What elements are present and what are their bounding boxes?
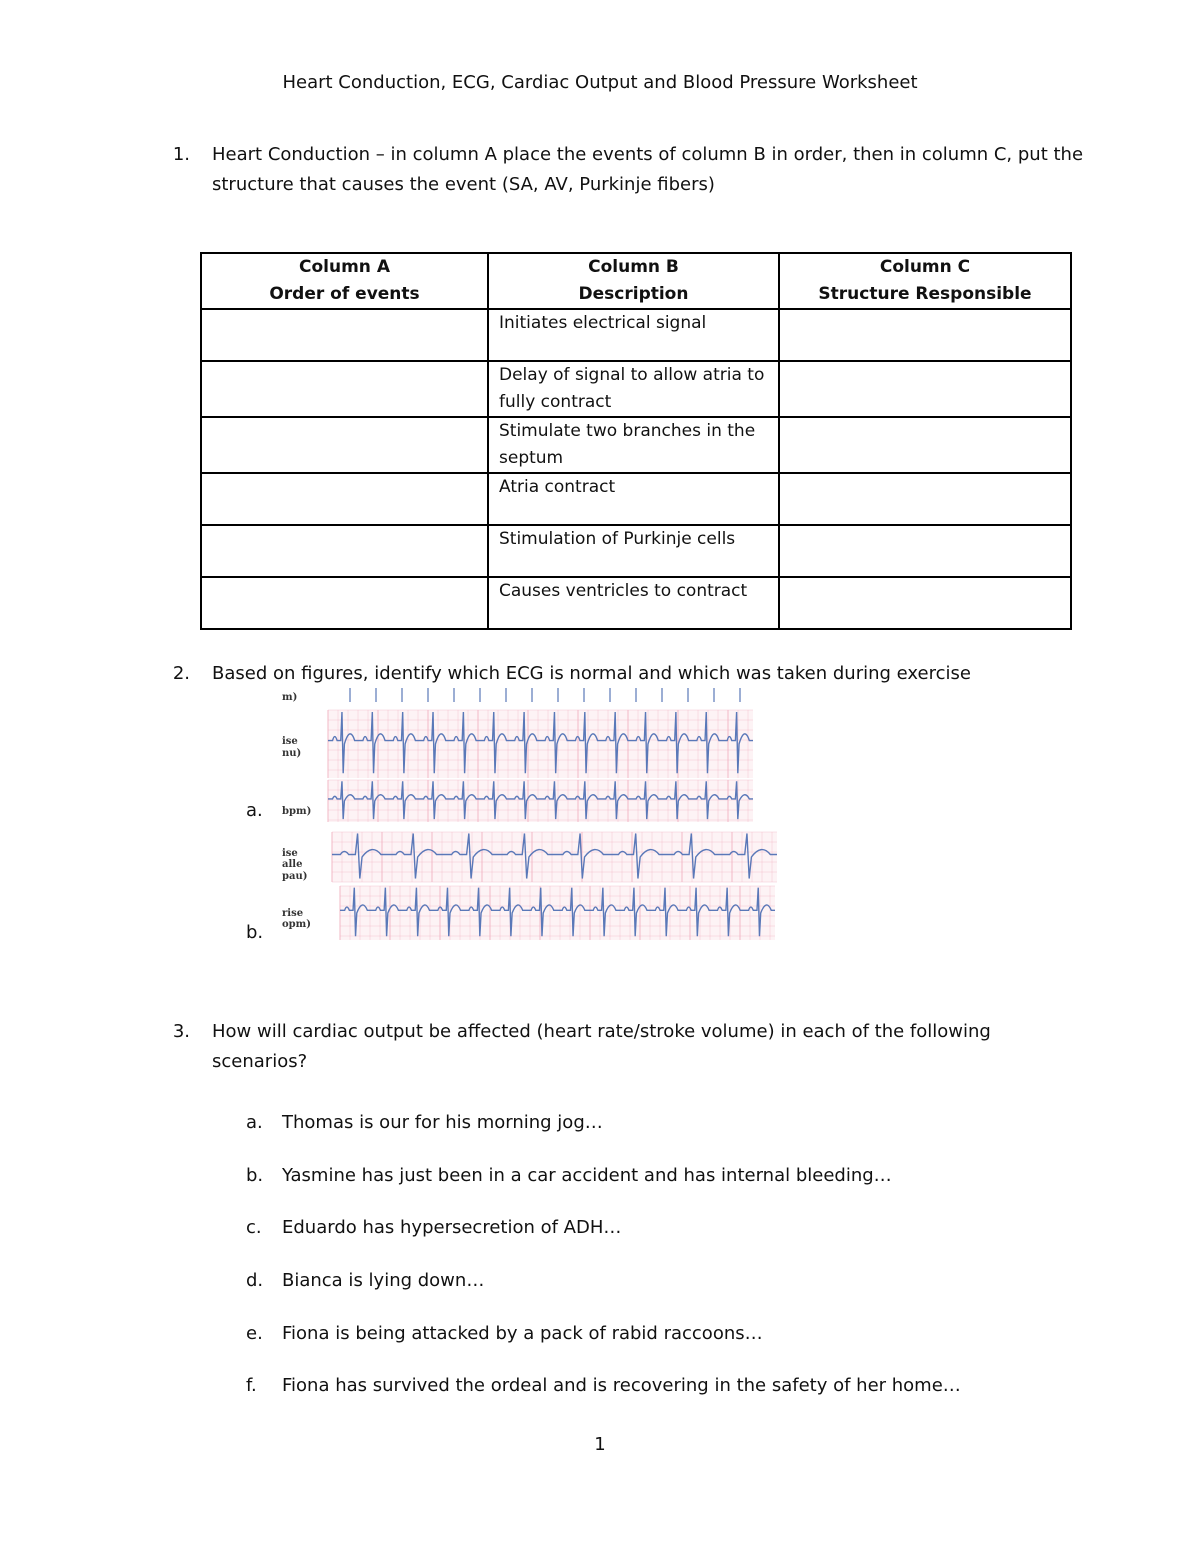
structure-cell[interactable] (779, 577, 1071, 629)
scenario-letter: b. (246, 1165, 264, 1186)
question-1-line-1: Heart Conduction – in column A place the events of column B in order, then in column C, put the (212, 144, 1084, 165)
conduction-table (200, 252, 1072, 630)
order-cell[interactable] (201, 473, 488, 525)
order-cell[interactable] (201, 525, 488, 577)
ecg-label-a: a. (246, 800, 263, 821)
scenario-letter: e. (246, 1323, 263, 1344)
column-b-header: Column B Description (488, 253, 779, 309)
ecg-strip-b2 (340, 886, 775, 940)
order-cell[interactable] (201, 309, 488, 361)
table-row (201, 525, 1071, 577)
ecg-strips-image (280, 688, 780, 943)
scenario-text: Thomas is our for his morning jog… (282, 1112, 603, 1133)
order-cell[interactable] (201, 417, 488, 473)
table-row (201, 417, 1071, 473)
ecg-strip-b1 (332, 832, 777, 882)
description-cell: Causes ventricles to contract (488, 577, 779, 629)
description-cell: Atria contract (488, 473, 779, 525)
strip-side-label: m) (282, 692, 298, 703)
question-1-line-2: structure that causes the event (SA, AV, Purkinje fibers) (212, 174, 715, 195)
strip-side-label: ise (282, 848, 298, 859)
question-2-number: 2. (172, 663, 190, 684)
scenario-text: Bianca is lying down… (282, 1270, 485, 1291)
page-number: 1 (594, 1434, 606, 1455)
order-cell[interactable] (201, 361, 488, 417)
strip-side-label: opm) (282, 919, 311, 930)
table-header-row (201, 253, 1071, 309)
scenario-letter: f. (246, 1375, 257, 1396)
structure-cell[interactable] (779, 361, 1071, 417)
order-cell[interactable] (201, 577, 488, 629)
strip-side-label: ise (282, 736, 298, 747)
strip-side-label: alle (282, 859, 303, 870)
description-cell: Delay of signal to allow atria to fully contract (488, 361, 779, 417)
strip-side-label: nu) (282, 748, 302, 759)
ecg-top-ticks (350, 688, 740, 702)
description-cell: Initiates electrical signal (488, 309, 779, 361)
structure-cell[interactable] (779, 309, 1071, 361)
question-3-number: 3. (172, 1021, 190, 1042)
strip-side-label: rise (282, 908, 304, 919)
scenario-text: Fiona has survived the ordeal and is recovering in the safety of her home… (282, 1375, 961, 1396)
scenario-text: Yasmine has just been in a car accident and has internal bleeding… (282, 1165, 892, 1186)
strip-side-label: bpm) (282, 806, 312, 817)
table-row (201, 473, 1071, 525)
question-3-line-2: scenarios? (212, 1051, 308, 1072)
scenario-letter: c. (246, 1217, 262, 1238)
ecg-label-b: b. (246, 922, 264, 943)
strip-side-label: pau) (282, 871, 308, 882)
page-title: Heart Conduction, ECG, Cardiac Output and Blood Pressure Worksheet (282, 72, 918, 93)
description-cell: Stimulate two branches in the septum (488, 417, 779, 473)
table-row (201, 361, 1071, 417)
scenario-text: Eduardo has hypersecretion of ADH… (282, 1217, 622, 1238)
question-3-line-1: How will cardiac output be affected (heart rate/stroke volume) in each of the following (212, 1021, 991, 1042)
question-2-text: Based on figures, identify which ECG is normal and which was taken during exercise (212, 663, 971, 684)
structure-cell[interactable] (779, 417, 1071, 473)
scenario-letter: a. (246, 1112, 263, 1133)
question-1-number: 1. (172, 144, 190, 165)
scenario-text: Fiona is being attacked by a pack of rabid raccoons… (282, 1323, 763, 1344)
column-c-header: Column C Structure Responsible (779, 253, 1071, 309)
table-row (201, 577, 1071, 629)
column-a-header: Column A Order of events (201, 253, 488, 309)
description-cell: Stimulation of Purkinje cells (488, 525, 779, 577)
table-row (201, 309, 1071, 361)
ecg-strip-a2 (328, 780, 753, 822)
ecg-strip-a1 (328, 710, 753, 778)
ecg-figures (280, 688, 780, 943)
structure-cell[interactable] (779, 525, 1071, 577)
scenario-letter: d. (246, 1270, 264, 1291)
structure-cell[interactable] (779, 473, 1071, 525)
